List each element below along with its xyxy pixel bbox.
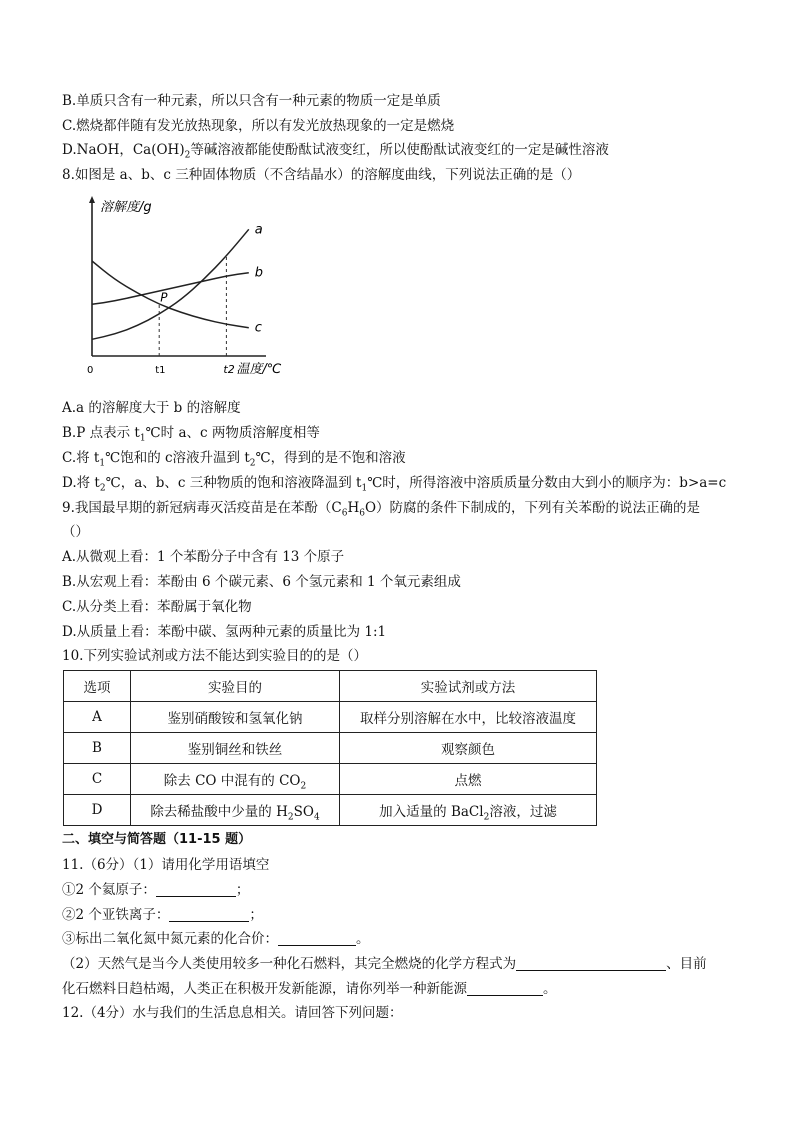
table-row [64, 795, 597, 826]
table-header-row [64, 671, 597, 702]
q9-option-c: C.从分类上看：苯酚属于氧化物 [62, 599, 252, 615]
row-c-method: 点燃 [340, 764, 597, 795]
q11-part-2: （2）天然气是当今人类使用较多一种化石燃料，其完全燃烧的化学方程式为 、目前 [62, 956, 707, 972]
q7-option-c: C.燃烧都伴随有发光放热现象，所以有发光放热现象的一定是燃烧 [62, 118, 455, 134]
header-option: 选项 [64, 671, 131, 702]
row-d-option: D [64, 795, 131, 826]
row-c-goal: 除去 CO 中混有的 $CO_2$ [131, 764, 340, 795]
y-axis-arrow [89, 196, 95, 203]
row-d-method: 加入适量的 BaCl$_2$溶液，过滤 [340, 795, 597, 826]
q9-stem: 9.我国最早期的新冠病毒灭活疫苗是在苯酚$(C_6H_6O)$防腐的条件下制成的，下列有关苯酚的说法正确的是 [62, 500, 701, 519]
q12-stem: 12.（4分）水与我们的生活息息相关。请回答下列问题： [62, 1005, 403, 1021]
row-a-option: A [64, 702, 131, 733]
answer-blank[interactable] [467, 981, 543, 996]
q8-stem: 8.如图是 a、b、c 三种固体物质（不含结晶水）的溶解度曲线，下列说法正确的是（） [62, 167, 581, 183]
table-row [64, 702, 597, 733]
q10-stem: 10.下列实验试剂或方法不能达到实验目的的是（） [62, 648, 367, 664]
curve-c [92, 261, 249, 328]
chart-curve-labels [255, 222, 263, 335]
q8-option-b: B.P 点表示 $t_1℃$时 a、c 两物质溶解度相等 [62, 425, 320, 444]
answer-blank[interactable] [156, 882, 236, 897]
row-b-goal: 鉴别铜丝和铁丝 [131, 733, 340, 764]
q9-stem-cont: （） [62, 524, 89, 540]
intersection-point-p-label: P [160, 290, 168, 305]
q7-option-d: D.NaOH，$Ca(OH)_2$等碱溶液都能使酚酞试液变红，所以使酚酞试液变红的一定是碱性溶液 [62, 142, 609, 161]
q8-option-a: A.a 的溶解度大于 b 的溶解度 [62, 400, 241, 416]
q11-item-3: ③标出二氧化氮中氮元素的化合价： 。 [62, 931, 370, 947]
q11-part-2-cont: 化石燃料日趋枯竭，人类正在积极开发新能源，请你列举一种新能源 。 [62, 981, 557, 997]
q10-table [63, 670, 597, 826]
row-a-method: 取样分别溶解在水中，比较溶液温度 [340, 702, 597, 733]
chart-curves [92, 229, 249, 339]
answer-blank[interactable] [516, 956, 666, 971]
q9-option-d: D.从质量上看：苯酚中碳、氢两种元素的质量比为 1:1 [62, 624, 387, 640]
q9-option-b: B.从宏观上看：苯酚由 6 个碳元素、6 个氢元素和 1 个氧元素组成 [62, 574, 461, 590]
x-axis-label: 温度/℃ [236, 362, 282, 377]
row-b-method: 观察颜色 [340, 733, 597, 764]
table-row [64, 733, 597, 764]
tick-origin: 0 [87, 365, 94, 376]
tick-t2: t2 [223, 363, 235, 376]
y-axis-label: 溶解度/g [100, 200, 152, 215]
chart-axes [89, 196, 266, 356]
header-goal: 实验目的 [131, 671, 340, 702]
table-row [64, 764, 597, 795]
curve-label-c: c [254, 320, 262, 336]
chart-guides [159, 256, 226, 356]
section-2-title: 二、填空与简答题（11-15 题） [62, 832, 252, 847]
row-d-goal: 除去稀盐酸中少量的 $H_2SO_4$ [131, 795, 340, 826]
tick-t1: t1 [155, 365, 166, 376]
header-method: 实验试剂或方法 [340, 671, 597, 702]
row-c-option: C [64, 764, 131, 795]
q11-item-2: ②2 个亚铁离子： ； [62, 907, 263, 923]
solubility-chart [70, 192, 282, 382]
curve-a [92, 229, 249, 339]
row-a-goal: 鉴别硝酸铵和氢氧化钠 [131, 702, 340, 733]
q11-stem: 11.（6分）（1）请用化学用语填空 [62, 857, 270, 873]
curve-label-a: a [254, 222, 263, 238]
row-b-option: B [64, 733, 131, 764]
answer-blank[interactable] [278, 931, 356, 946]
q8-option-d: D.将 $t_2℃$，a、b、c 三种物质的饱和溶液降温到 $t_1℃$时，所得溶液中溶质质量分数由大到小的顺序为：b>a=c [62, 475, 727, 494]
curve-label-b: b [254, 265, 264, 281]
q11-item-1: ①2 个氦原子： ； [62, 882, 250, 898]
answer-blank[interactable] [169, 907, 249, 922]
q8-option-c: C.将 $t_1℃$饱和的 c溶液升温到 $t_2℃$，得到的是不饱和溶液 [62, 450, 406, 469]
q9-option-a: A.从微观上看：1 个苯酚分子中含有 13 个原子 [62, 549, 345, 565]
q7-option-b: B.单质只含有一种元素，所以只含有一种元素的物质一定是单质 [62, 93, 441, 109]
curve-b [92, 273, 249, 305]
